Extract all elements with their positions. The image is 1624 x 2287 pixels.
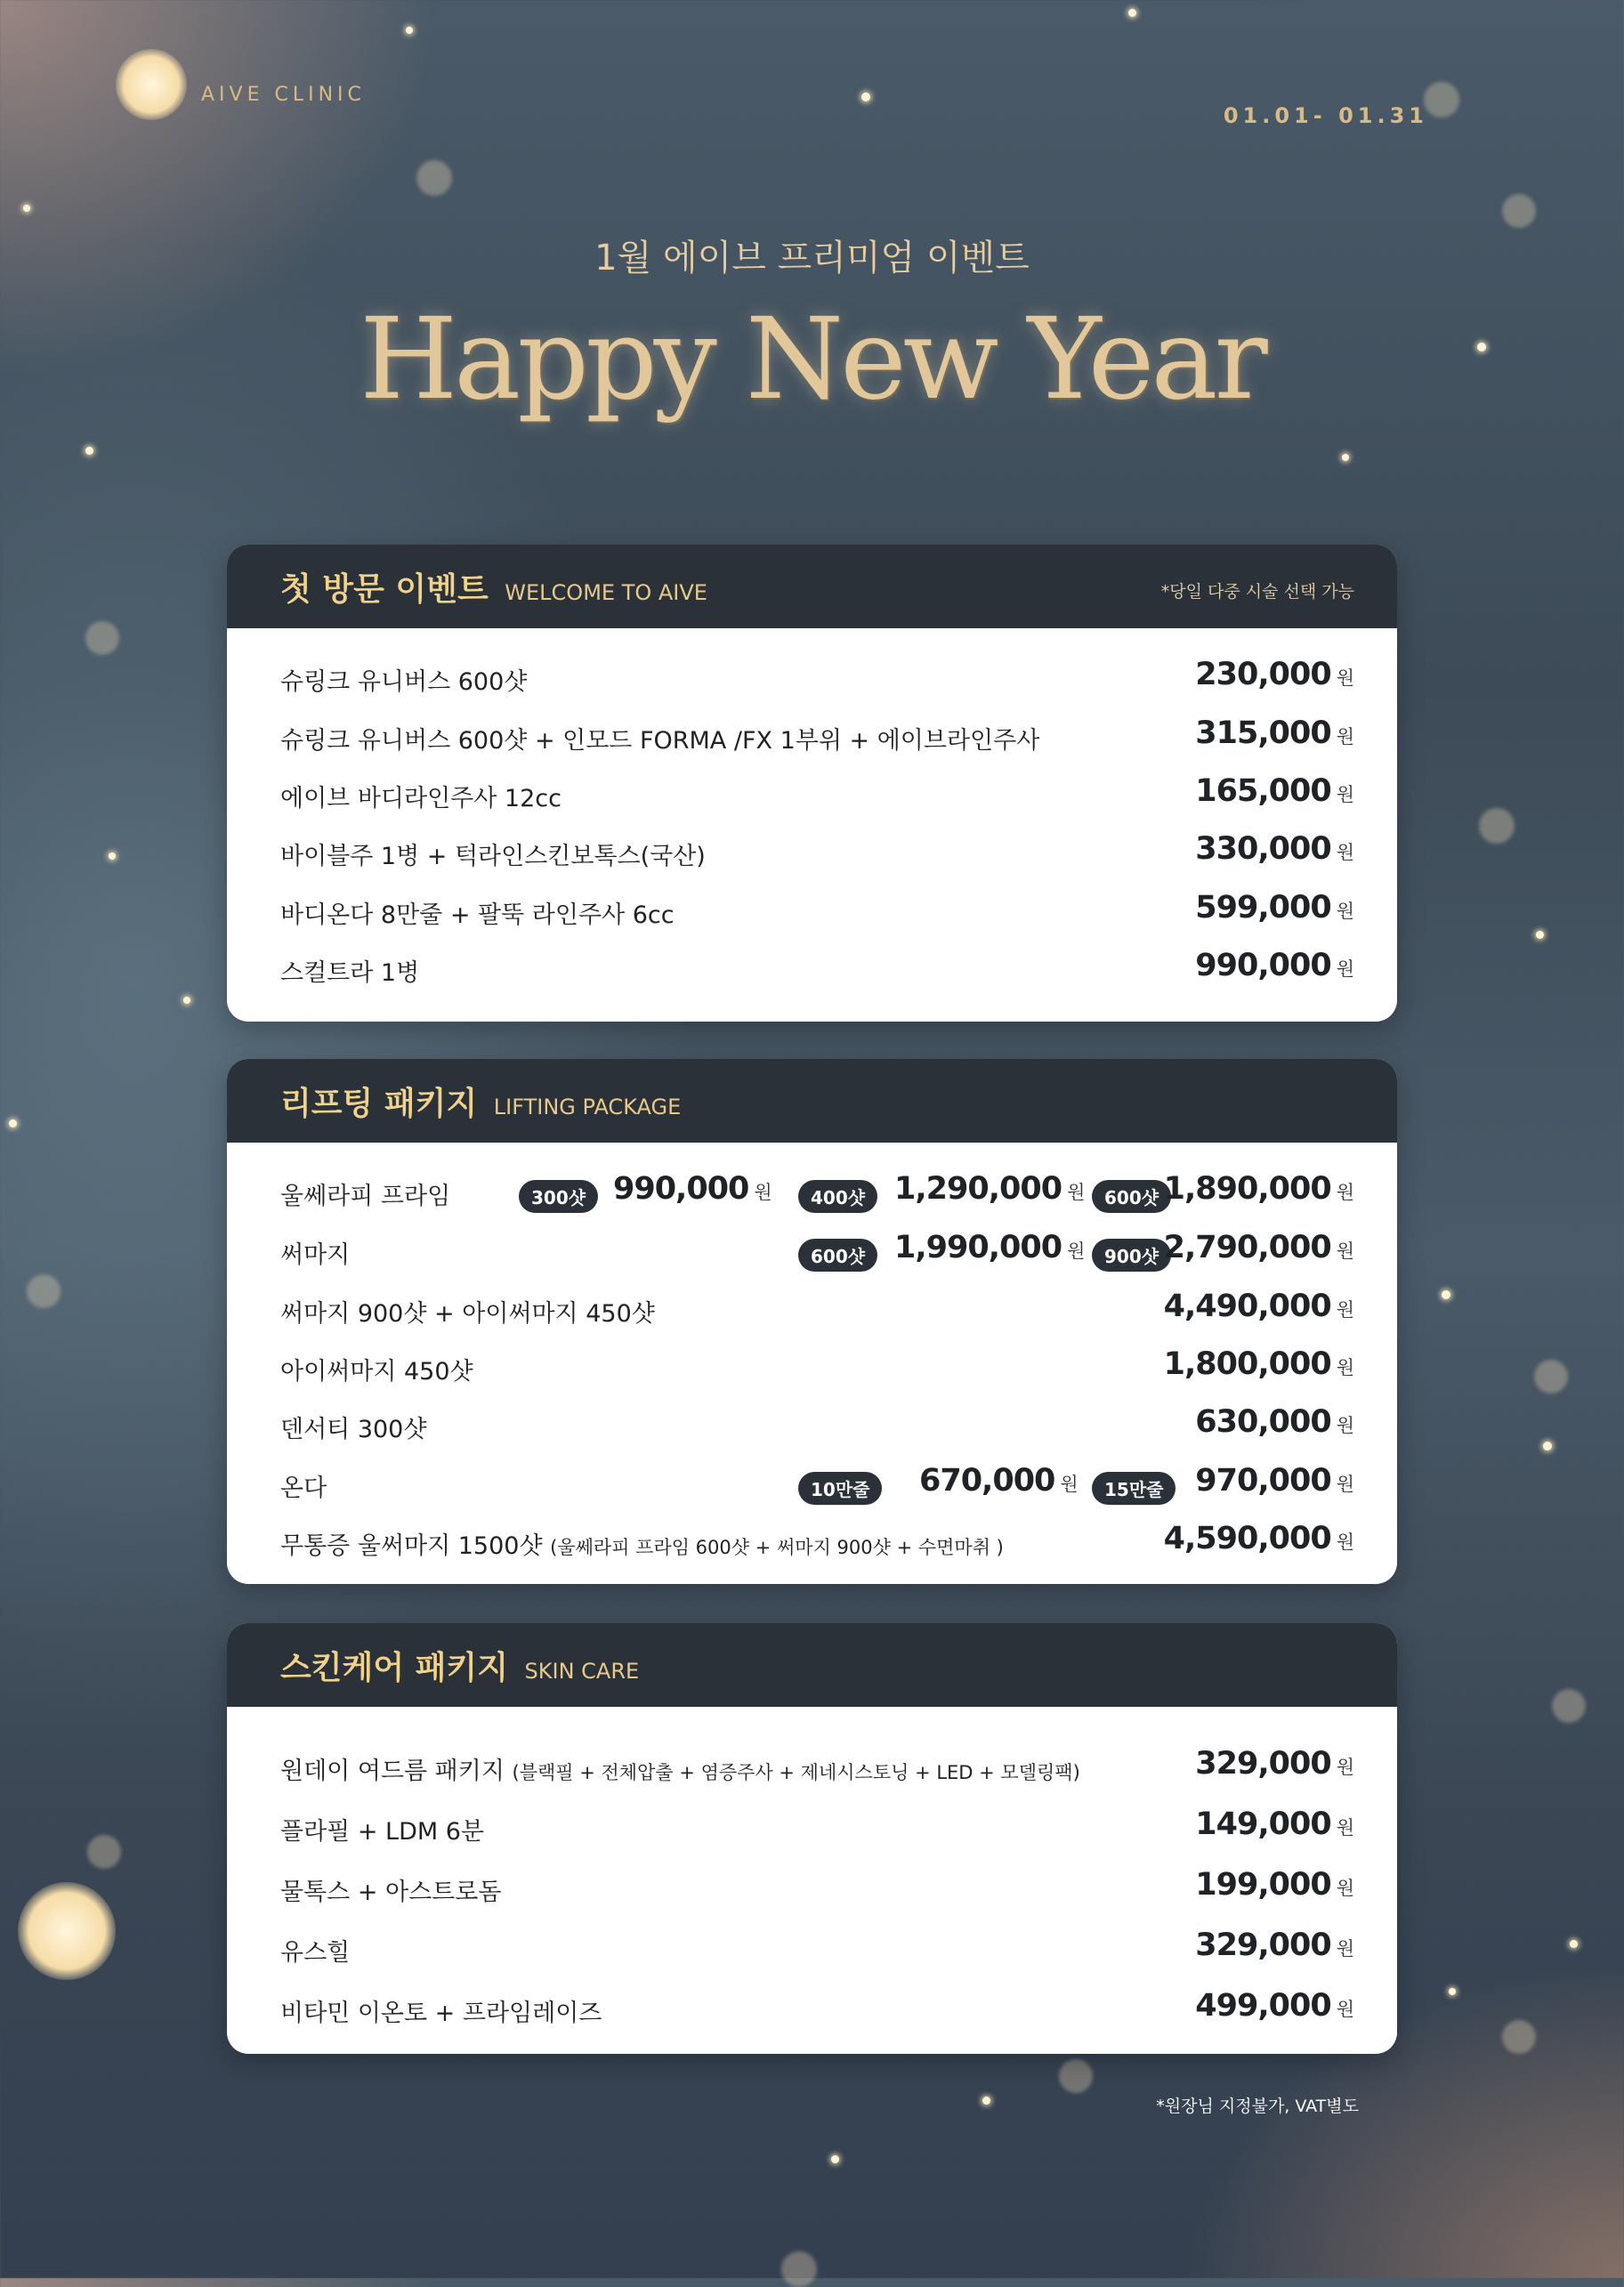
skin-care-card — [227, 1623, 1397, 2054]
sparkle — [183, 997, 190, 1004]
item-price: 4,590,000 원 — [1163, 1521, 1354, 1556]
bokeh-light — [1059, 2059, 1093, 2093]
card-header — [227, 545, 1397, 628]
card-title — [280, 1643, 639, 1688]
sparkle — [982, 2097, 990, 2105]
price-row — [280, 1920, 1354, 1974]
bokeh-light — [85, 621, 119, 655]
sparkle — [1543, 1442, 1552, 1451]
price-row — [280, 1281, 1354, 1335]
sparkle — [1536, 931, 1544, 939]
item-price: 599,000 원 — [1195, 890, 1354, 925]
item-price: 329,000 원 — [1195, 1746, 1354, 1782]
item-name: 써마지 900샷 + 아이써마지 450샷 — [280, 1300, 655, 1328]
price-row — [280, 1339, 1354, 1393]
item-price: 165,000 원 — [1195, 773, 1354, 809]
price-row — [280, 1739, 1354, 1792]
sparkle — [85, 447, 93, 455]
option-tag: 10만줄 — [798, 1472, 882, 1505]
item-name: 울쎄라피 프라임 — [280, 1183, 451, 1210]
item-detail: (블랙필 + 전체압출 + 염증주사 + 제네시스토닝 + LED + 모델링팩) — [512, 1762, 1080, 1783]
item-detail: (울쎄라피 프라임 600샷 + 써마지 900샷 + 수면마취 ) — [550, 1537, 1004, 1558]
bokeh-light — [1534, 1360, 1568, 1394]
price-row — [280, 650, 1354, 703]
item-name: 슈링크 유니버스 600샷 + 인모드 FORMA /FX 1부위 + 에이브라인주사 — [280, 727, 1040, 755]
lifting-package-card — [227, 1059, 1397, 1584]
price-row — [280, 941, 1354, 994]
welcome-event-card — [227, 545, 1397, 1022]
sparkle — [109, 853, 116, 860]
card-title-en: SKIN CARE — [524, 1659, 640, 1684]
item-name: 슈링크 유니버스 600샷 — [280, 668, 528, 696]
item-price: 630,000 원 — [1195, 1404, 1354, 1440]
item-name: 아이써마지 450샷 — [280, 1358, 473, 1386]
option-tag: 400샷 — [798, 1180, 877, 1213]
event-date-range: 01.01- 01.31 — [1223, 103, 1428, 128]
sparkle — [406, 27, 413, 34]
item-price: 149,000 원 — [1195, 1806, 1354, 1842]
item-price: 1,800,000 원 — [1163, 1346, 1354, 1382]
item-price: 199,000 원 — [1195, 1867, 1354, 1903]
price-row — [280, 1397, 1354, 1451]
item-name: 무통증 울써마지 1500샷 (울쎄라피 프라임 600샷 + 써마지 900샷 + 수면마취 ) — [280, 1532, 1004, 1560]
card-note: *당일 다중 시술 선택 가능 — [1160, 582, 1354, 602]
event-subtitle: 1월 에이브 프리미엄 이벤트 — [594, 238, 1030, 279]
card-title-ko: 첫 방문 이벤트 — [280, 571, 489, 608]
item-name: 덴서티 300샷 — [280, 1416, 427, 1443]
item-name: 원데이 여드름 패키지 (블랙필 + 전체압출 + 염증주사 + 제네시스토닝 + LED + 모델링팩) — [280, 1758, 1080, 1785]
card-title — [280, 564, 707, 610]
item-price: 315,000 원 — [1195, 715, 1354, 751]
option-tag: 300샷 — [519, 1180, 598, 1213]
option-tag: 900샷 — [1092, 1239, 1171, 1272]
sparkle — [23, 205, 30, 212]
item-name: 써마지 — [280, 1241, 351, 1269]
brand-logo: AIVE CLINIC — [201, 84, 366, 106]
option-price: 990,000 원 — [613, 1171, 772, 1207]
card-header — [227, 1623, 1397, 1707]
item-price: 329,000 원 — [1195, 1927, 1354, 1963]
bokeh-light — [27, 1274, 61, 1308]
price-row — [280, 1456, 1354, 1509]
card-title-en: WELCOME TO AIVE — [505, 580, 707, 605]
card-title-en: LIFTING PACKAGE — [493, 1095, 682, 1119]
card-title-ko: 리프팅 패키지 — [280, 1086, 478, 1122]
price-row — [280, 1860, 1354, 1913]
option-price: 1,890,000 원 — [1163, 1171, 1354, 1207]
item-name: 플라필 + LDM 6분 — [280, 1818, 485, 1846]
item-price: 230,000 원 — [1195, 657, 1354, 692]
bokeh-light — [1424, 82, 1459, 117]
sparkle — [1128, 9, 1136, 17]
item-name: 비타민 이온토 + 프라임레이즈 — [280, 2000, 602, 2027]
price-row — [280, 1799, 1354, 1853]
option-price: 970,000 원 — [1195, 1463, 1354, 1499]
card-title — [280, 1079, 681, 1124]
item-name: 유스힐 — [280, 1939, 351, 1967]
sparkle — [1342, 454, 1349, 461]
item-name: 물톡스 + 아스트로돔 — [280, 1879, 502, 1906]
item-price: 499,000 원 — [1195, 1988, 1354, 2024]
item-price: 990,000 원 — [1195, 948, 1354, 983]
card-title-ko: 스킨케어 패키지 — [280, 1650, 508, 1686]
bokeh-light — [1502, 194, 1536, 228]
item-name: 바이블주 1병 + 턱라인스킨보톡스(국산) — [280, 843, 706, 870]
price-row — [280, 766, 1354, 820]
price-row — [280, 1164, 1354, 1217]
option-tag: 600샷 — [798, 1239, 877, 1272]
footnote: *원장님 지정불가, VAT별도 — [1156, 2097, 1359, 2116]
item-name: 에이브 바디라인주사 12cc — [280, 785, 562, 812]
bokeh-light — [781, 2251, 817, 2287]
card-header — [227, 1059, 1397, 1143]
bokeh-light — [87, 1835, 121, 1869]
sparkle — [9, 1119, 17, 1127]
option-price: 670,000 원 — [919, 1463, 1079, 1499]
headline: Happy New Year — [360, 294, 1264, 424]
option-price: 2,790,000 원 — [1163, 1230, 1354, 1265]
price-row — [280, 1981, 1354, 2034]
item-name: 온다 — [280, 1475, 327, 1502]
price-row — [280, 1514, 1354, 1567]
item-price: 330,000 원 — [1195, 831, 1354, 867]
item-price: 4,490,000 원 — [1163, 1289, 1354, 1324]
price-row — [280, 708, 1354, 762]
price-row — [280, 883, 1354, 936]
sparkle — [831, 2155, 839, 2163]
bokeh-light — [116, 49, 187, 120]
bokeh-light — [18, 1882, 116, 1980]
option-tag: 15만줄 — [1092, 1472, 1176, 1505]
sparkle — [1570, 1940, 1578, 1948]
price-row — [280, 1223, 1354, 1276]
price-row — [280, 824, 1354, 877]
bokeh-light — [1502, 2020, 1536, 2054]
sparkle — [1442, 1290, 1450, 1299]
option-price: 1,990,000 원 — [894, 1230, 1086, 1265]
sparkle — [861, 93, 870, 101]
bokeh-light — [416, 160, 452, 196]
sparkle — [1449, 1988, 1456, 1995]
item-name: 바디온다 8만줄 + 팔뚝 라인주사 6cc — [280, 901, 675, 929]
option-tag: 600샷 — [1092, 1180, 1171, 1213]
bokeh-light — [1552, 1689, 1586, 1723]
item-name: 스컬트라 1병 — [280, 959, 420, 987]
option-price: 1,290,000 원 — [894, 1171, 1086, 1207]
bokeh-light — [1479, 808, 1515, 844]
